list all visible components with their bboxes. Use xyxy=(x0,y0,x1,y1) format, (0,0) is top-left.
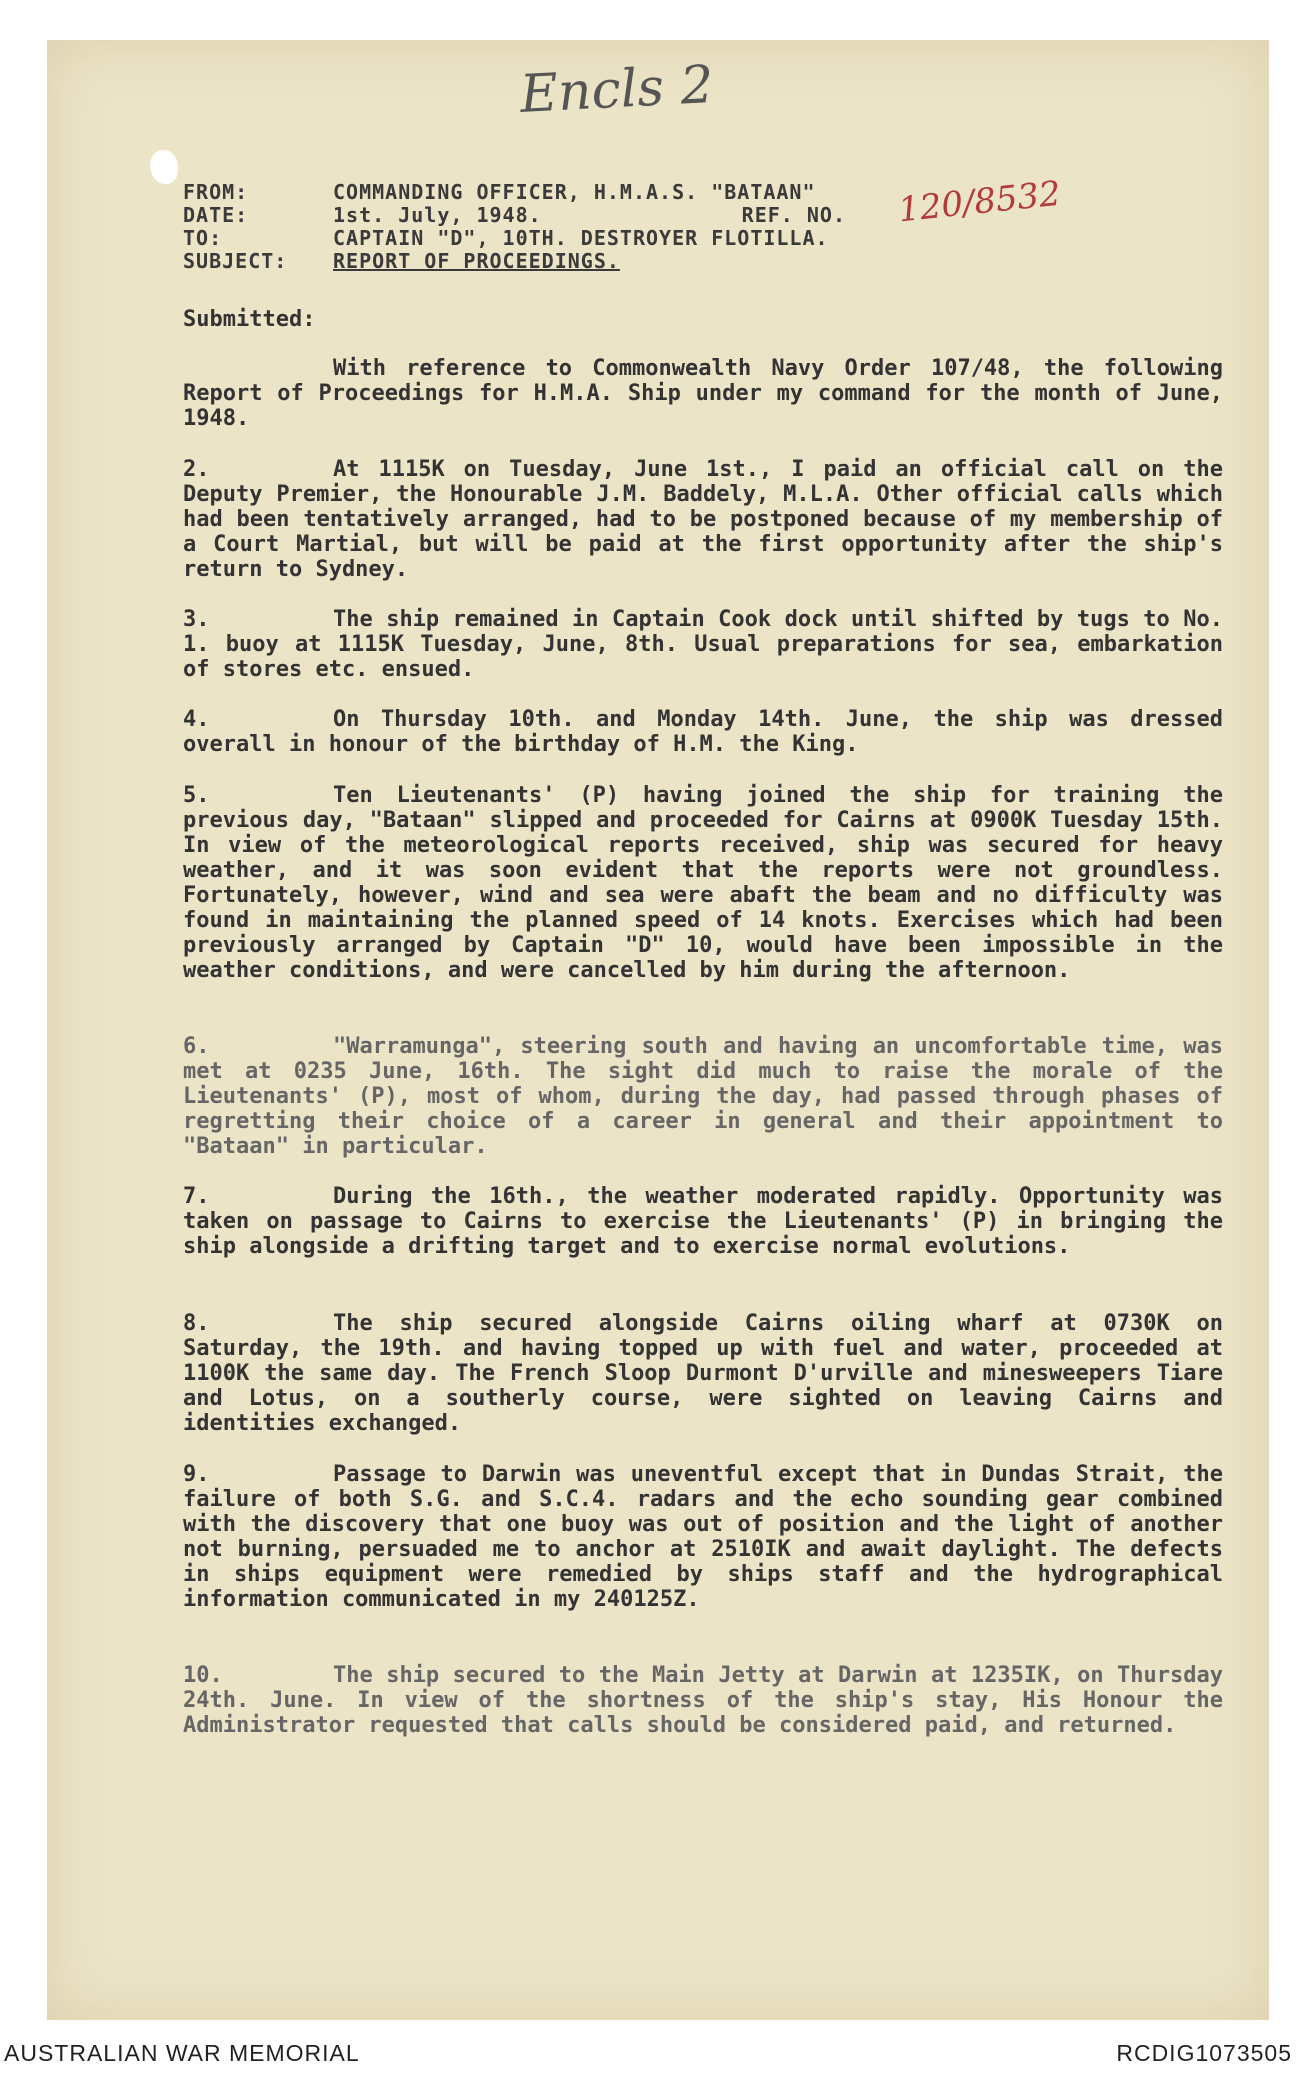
paragraph-10 xyxy=(183,1663,1223,1738)
date-label: DATE: xyxy=(183,203,249,227)
footer-institution: AUSTRALIAN WAR MEMORIAL xyxy=(4,2040,360,2066)
paragraph-text: The ship secured alongside Cairns oiling wharf at 0730K on Saturday, the 19th. and having topped up with fuel and water, proceeded at 1100K the same day. The French Sloop Durmont D'urville and minesweepers Tiare and Lotus, on a southerly course, were sighted on leaving Cairns and identities exchanged. xyxy=(183,1311,1223,1436)
paragraph-text: Passage to Darwin was uneventful except that in Dundas Strait, the failure of both S.G. and S.C.4. radars and the echo sounding gear combined with the discovery that one buoy was out of position and the light of another not burning, persuaded me to anchor at 2510IK and await daylight. The defects in ships equipment were remedied by ships staff and the hydrographical information communicated in my 240125Z. xyxy=(183,1462,1223,1612)
paragraph-2 xyxy=(183,457,1223,582)
paragraph-5 xyxy=(183,783,1223,983)
paragraph-text: Ten Lieutenants' (P) having joined the ship for training the previous day, "Bataan" slipped and proceeded for Cairns at 0900K Tuesday 15th. In view of the meteorological reports received, ship was secured for heavy weather, and it was soon evident that the reports were not groundless. Fortunately, however, wind and sea were abaft the beam and no difficulty was found in maintaining the planned speed of 14 knots. Exercises which had been previously arranged by Captain "D" 10, would have been impossible in the weather conditions, and were cancelled by him during the afternoon. xyxy=(183,783,1223,983)
handwritten-enclosure-note: Encls 2 xyxy=(518,54,715,126)
from-value: COMMANDING OFFICER, H.M.A.S. "BATAAN" xyxy=(333,180,816,204)
paragraph-number: 6. xyxy=(183,1034,210,1059)
paragraph-8 xyxy=(183,1311,1223,1436)
paragraph-text: During the 16th., the weather moderated rapidly. Opportunity was taken on passage to Cairns to exercise the Lieutenants' (P) in bringing the ship alongside a drifting target and to exercise normal evolutions. xyxy=(183,1184,1223,1259)
footer-catalogue-id: RCDIG1073505 xyxy=(1116,2040,1292,2066)
paragraph-text: "Warramunga", steering south and having an uncomfortable time, was met at 0235 June, 16th. The sight did much to raise the morale of the Lieutenants' (P), most of whom, during the day, had passed through phases of regretting their choice of a career in general and their appointment to "Bataan" in particular. xyxy=(183,1034,1223,1159)
punched-hole xyxy=(150,150,178,184)
paragraph-7 xyxy=(183,1184,1223,1259)
date-value: 1st. July, 1948. xyxy=(333,203,542,227)
submitted-line: Submitted: xyxy=(183,307,316,332)
paragraph-number: 4. xyxy=(183,707,210,732)
paragraph-number: 2. xyxy=(183,457,210,482)
paragraph-number: 9. xyxy=(183,1462,210,1487)
header-subject xyxy=(183,249,620,273)
header-from xyxy=(183,180,816,204)
paragraph-text: At 1115K on Tuesday, June 1st., I paid an official call on the Deputy Premier, the Honourable J.M. Baddely, M.L.A. Other official calls which had been tentatively arranged, had to be postponed because of my membership of a Court Martial, but will be paid at the first opportunity after the ship's return to Sydney. xyxy=(183,457,1223,582)
header-date xyxy=(183,203,846,227)
paragraph-number: 5. xyxy=(183,783,210,808)
paragraph-6 xyxy=(183,1034,1223,1159)
paragraph-number: 3. xyxy=(183,607,210,632)
subject-label: SUBJECT: xyxy=(183,249,288,273)
paragraph-3 xyxy=(183,607,1223,682)
paragraph-number: 10. xyxy=(183,1663,223,1688)
subject-value: REPORT OF PROCEEDINGS. xyxy=(333,249,620,273)
header-to xyxy=(183,226,829,250)
ref-label: REF. NO. xyxy=(741,203,846,227)
to-value: CAPTAIN "D", 10TH. DESTROYER FLOTILLA. xyxy=(333,226,829,250)
paragraph-text: The ship remained in Captain Cook dock until shifted by tugs to No. 1. buoy at 1115K Tuesday, June, 8th. Usual preparations for sea, embarkation of stores etc. ensued. xyxy=(183,607,1223,682)
paragraph-text: On Thursday 10th. and Monday 14th. June, the ship was dressed overall in honour of the birthday of H.M. the King. xyxy=(183,707,1223,757)
to-label: TO: xyxy=(183,226,223,250)
paragraph-text: With reference to Commonwealth Navy Order 107/48, the following Report of Proceedings for H.M.A. Ship under my command for the month of June, 1948. xyxy=(183,356,1223,431)
paragraph-1 xyxy=(183,356,1223,431)
paragraph-number: 8. xyxy=(183,1311,210,1336)
paragraph-text: The ship secured to the Main Jetty at Darwin at 1235IK, on Thursday 24th. June. In view of the shortness of the ship's stay, His Honour the Administrator requested that calls should be considered paid, and returned. xyxy=(183,1663,1223,1738)
paragraph-9 xyxy=(183,1462,1223,1612)
from-label: FROM: xyxy=(183,180,249,204)
paragraph-4 xyxy=(183,707,1223,757)
paragraph-number: 7. xyxy=(183,1184,210,1209)
handwritten-ref-number: 120/8532 xyxy=(896,173,1063,231)
